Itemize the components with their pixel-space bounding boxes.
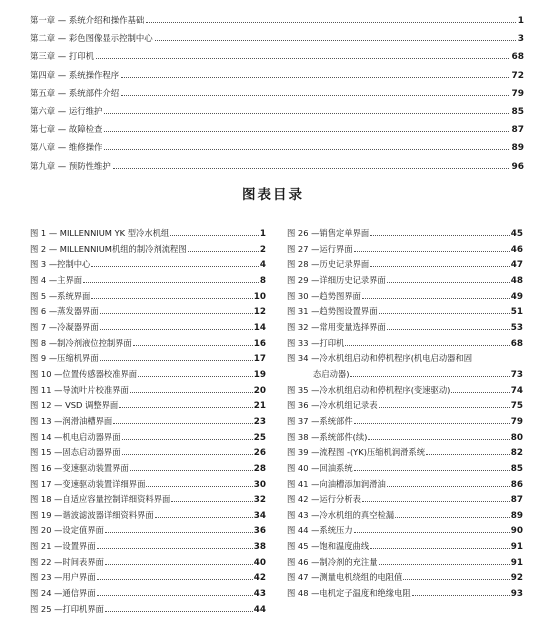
dot-leader bbox=[379, 563, 510, 565]
figure-entry-label: 图 36 —冷水机组记录表 bbox=[287, 400, 378, 411]
dot-leader bbox=[104, 112, 509, 114]
figure-entry-page: 91 bbox=[510, 542, 523, 553]
toc-entry-page: 68 bbox=[511, 52, 524, 63]
figure-entry-label: 图 45 —饱和温度曲线 bbox=[287, 541, 370, 552]
figure-entry-page: 86 bbox=[510, 479, 523, 490]
toc-entry-page: 87 bbox=[511, 125, 524, 136]
figure-entry-label: 图 41 —向油槽添加润滑油 bbox=[287, 478, 386, 489]
figure-entry-page: 21 bbox=[253, 401, 266, 412]
dot-leader bbox=[403, 578, 509, 580]
toc-entry[interactable] bbox=[30, 120, 524, 138]
figure-entry[interactable] bbox=[287, 398, 523, 414]
toc-entry[interactable] bbox=[30, 84, 524, 102]
dot-leader bbox=[379, 406, 510, 408]
dot-leader bbox=[387, 328, 510, 330]
figure-entry[interactable] bbox=[30, 461, 266, 477]
figure-entry[interactable] bbox=[30, 523, 266, 539]
figure-entry-label: 图 34 —冷水机组启动和停机程序(机电启动器和固 bbox=[287, 353, 473, 364]
figure-entry-page: 45 bbox=[510, 229, 523, 239]
dot-leader bbox=[370, 547, 510, 549]
dot-leader bbox=[379, 312, 510, 314]
dot-leader bbox=[113, 167, 510, 169]
figure-entry[interactable] bbox=[30, 367, 266, 383]
figure-entry[interactable] bbox=[30, 226, 266, 242]
figure-entry-label: 图 13 —润滑油槽界面 bbox=[30, 415, 113, 426]
figure-entry-page: 23 bbox=[253, 416, 266, 427]
dot-leader bbox=[130, 469, 253, 471]
figure-entry-label: 图 32 —常用变量选择界面 bbox=[287, 321, 386, 332]
dot-leader bbox=[426, 453, 510, 455]
figure-entry-label: 图 17 —变速驱动装置详细界面 bbox=[30, 478, 146, 489]
figure-entry-label: 图 28 —历史记录界面 bbox=[287, 259, 370, 270]
figure-entry-label: 图 46 —制冷剂的充注量 bbox=[287, 556, 378, 567]
figure-entry-page: 4 bbox=[259, 260, 266, 271]
figure-entry[interactable] bbox=[287, 477, 523, 493]
figures-title: 图表目录 bbox=[242, 187, 304, 203]
figure-entry[interactable] bbox=[287, 430, 523, 446]
figure-entry[interactable] bbox=[30, 570, 266, 586]
figure-entry-page: 93 bbox=[510, 589, 523, 600]
dot-leader bbox=[105, 563, 253, 565]
dot-leader bbox=[121, 94, 509, 96]
figure-entry-label: 图 38 —系统部件(续) bbox=[287, 431, 368, 442]
toc-entry-page: 85 bbox=[511, 106, 524, 117]
toc-entry-page: 1 bbox=[517, 16, 524, 26]
toc-entry[interactable] bbox=[30, 157, 524, 175]
figure-entry[interactable] bbox=[287, 289, 523, 305]
figure-entry-page: 36 bbox=[253, 526, 266, 537]
figure-entry-page: 28 bbox=[253, 463, 266, 474]
figure-entry-page: 14 bbox=[253, 322, 266, 333]
dot-leader bbox=[387, 485, 510, 487]
figure-entry[interactable] bbox=[30, 351, 266, 367]
figure-entry-page: 79 bbox=[510, 416, 523, 427]
dot-leader bbox=[100, 359, 253, 361]
dot-leader bbox=[354, 531, 510, 533]
dot-leader bbox=[370, 234, 510, 236]
figure-entry[interactable] bbox=[30, 289, 266, 305]
dot-leader bbox=[83, 281, 259, 283]
figure-entry[interactable] bbox=[287, 273, 523, 289]
figure-entry[interactable] bbox=[287, 461, 523, 477]
figure-entry-label: 图 8 —制冷剂液位控制界面 bbox=[30, 337, 132, 348]
toc-entry-page: 96 bbox=[511, 161, 524, 172]
figure-entry-page: 12 bbox=[253, 307, 266, 318]
figure-entry-label: 图 7 —冷凝器界面 bbox=[30, 321, 99, 332]
figure-entry[interactable] bbox=[287, 570, 523, 586]
toc-entry-label: 第七章 — 故障检查 bbox=[30, 124, 103, 135]
figure-entry[interactable] bbox=[287, 555, 523, 571]
toc-entry-page: 72 bbox=[511, 70, 524, 81]
dot-leader bbox=[362, 500, 510, 502]
dot-leader bbox=[354, 250, 510, 252]
dot-leader bbox=[138, 375, 253, 377]
dot-leader bbox=[155, 39, 516, 41]
figure-entry-label: 图 39 —流程图 -(YK)压缩机润滑系统 bbox=[287, 447, 426, 458]
figure-entry-page: 74 bbox=[510, 385, 523, 396]
dot-leader bbox=[146, 21, 516, 23]
figure-entry-label: 图 44 —系统压力 bbox=[287, 525, 353, 536]
dot-leader bbox=[146, 485, 252, 487]
figure-entry-page: 80 bbox=[510, 432, 523, 443]
figure-entry-label: 图 40 —回油系统 bbox=[287, 462, 353, 473]
figure-entry[interactable] bbox=[30, 242, 266, 258]
figure-entry-label: 图 11 —导流叶片校准界面 bbox=[30, 384, 129, 395]
figure-entry-label: 图 1 — MILLENNIUM YK 型冷水机组 bbox=[30, 228, 170, 238]
toc-entry-page: 3 bbox=[517, 34, 524, 45]
figure-entry-page: 90 bbox=[510, 526, 523, 537]
figure-entry-label: 图 37 —系统部件 bbox=[287, 415, 353, 426]
figure-entry-page: 68 bbox=[510, 338, 523, 349]
figure-entry-page: 8 bbox=[259, 275, 266, 286]
dot-leader bbox=[354, 422, 510, 424]
figure-entry-page: 48 bbox=[510, 275, 523, 286]
figure-entry-label: 图 18 —自适应容量控制详细资料界面 bbox=[30, 494, 171, 505]
figure-entry-label: 图 19 —谐波滤波器详细资料界面 bbox=[30, 509, 154, 520]
figure-entry[interactable] bbox=[30, 430, 266, 446]
figure-entry-page: 1 bbox=[259, 229, 266, 239]
figure-entry-label: 图 5 —系统界面 bbox=[30, 290, 91, 301]
toc-entry-label: 第三章 — 打印机 bbox=[30, 51, 94, 62]
dot-leader bbox=[171, 500, 252, 502]
dot-leader bbox=[104, 148, 509, 150]
figure-entry[interactable] bbox=[30, 602, 266, 618]
figure-entry-page: 40 bbox=[253, 557, 266, 568]
dot-leader bbox=[122, 453, 253, 455]
figure-entry[interactable] bbox=[30, 539, 266, 555]
figure-entry-label: 图 48 —电机定子温度和绝缘电阻 bbox=[287, 588, 411, 599]
figure-entry-page: 89 bbox=[510, 510, 523, 521]
figure-entry-page: 16 bbox=[253, 338, 266, 349]
toc-entry-label: 第四章 — 系统操作程序 bbox=[30, 69, 120, 80]
figure-entry-page: 49 bbox=[510, 291, 523, 302]
figure-entry[interactable] bbox=[30, 508, 266, 524]
dot-leader bbox=[97, 578, 253, 580]
figure-entry-label: 图 35 —冷水机组启动和停机程序(变速驱动) bbox=[287, 384, 451, 395]
figure-entry[interactable] bbox=[287, 414, 523, 430]
figure-entry[interactable] bbox=[30, 445, 266, 461]
dot-leader bbox=[350, 375, 509, 377]
figure-entry[interactable] bbox=[30, 320, 266, 336]
figure-entry[interactable] bbox=[30, 398, 266, 414]
figure-entry[interactable] bbox=[287, 226, 523, 242]
toc-entry[interactable] bbox=[30, 47, 524, 65]
toc-entry-label: 第五章 — 系统部件介绍 bbox=[30, 87, 120, 98]
figure-entry[interactable] bbox=[287, 539, 523, 555]
figure-entry[interactable] bbox=[287, 320, 523, 336]
figure-entry-label: 图 6 —蒸发器界面 bbox=[30, 306, 99, 317]
figure-entry-label: 图 24 —通信界面 bbox=[30, 588, 96, 599]
figure-entry-page: 44 bbox=[253, 604, 266, 615]
toc-entry[interactable] bbox=[30, 11, 524, 29]
figure-entry-page: 42 bbox=[253, 573, 266, 584]
figure-entry[interactable] bbox=[30, 414, 266, 430]
dot-leader bbox=[91, 297, 252, 299]
figure-entry-label: 图 12 — VSD 调整界面 bbox=[30, 400, 119, 411]
figure-entry[interactable] bbox=[287, 257, 523, 273]
figure-entry-page: 82 bbox=[510, 448, 523, 459]
figure-entry-page: 73 bbox=[510, 369, 523, 380]
dot-leader bbox=[170, 234, 259, 236]
figure-entry-page: 51 bbox=[510, 307, 523, 318]
figure-entry-label: 图 30 —趋势图界面 bbox=[287, 290, 361, 301]
dot-leader bbox=[362, 297, 510, 299]
figure-entry-page: 75 bbox=[510, 401, 523, 412]
dot-leader bbox=[133, 344, 253, 346]
dot-leader bbox=[105, 531, 253, 533]
dot-leader bbox=[188, 250, 259, 252]
figures-right-column bbox=[287, 226, 523, 602]
figure-entry-label: 图 29 —详细历史记录界面 bbox=[287, 274, 386, 285]
figure-entry-page: 25 bbox=[253, 432, 266, 443]
figure-entry[interactable] bbox=[30, 273, 266, 289]
figure-entry-label: 图 26 —销售定单界面 bbox=[287, 228, 370, 238]
figure-entry[interactable] bbox=[30, 586, 266, 602]
figure-entry-page: 91 bbox=[510, 557, 523, 568]
figure-entry-page: 20 bbox=[253, 385, 266, 396]
figure-entry-label: 图 21 —设置界面 bbox=[30, 541, 96, 552]
toc-entry-label: 第九章 — 预防性维护 bbox=[30, 160, 111, 171]
figure-entry-label-cont: 态启动器) bbox=[313, 368, 350, 379]
figure-entry-page: 46 bbox=[510, 244, 523, 255]
figure-entry-page: 92 bbox=[510, 573, 523, 584]
figure-entry-label: 图 2 — MILLENNIUM机组的制冷剂流程图 bbox=[30, 243, 187, 254]
dot-leader bbox=[113, 422, 253, 424]
figure-entry-label: 图 10 —位置传感器校准界面 bbox=[30, 368, 138, 379]
figure-entry[interactable] bbox=[287, 242, 523, 258]
figure-entry-label: 图 22 —时间表界面 bbox=[30, 556, 104, 567]
dot-leader bbox=[119, 406, 253, 408]
figure-entry-page: 32 bbox=[253, 495, 266, 506]
figure-entry[interactable] bbox=[287, 336, 523, 352]
figure-entry-page: 17 bbox=[253, 354, 266, 365]
dot-leader bbox=[395, 516, 510, 518]
toc-entry-label: 第二章 — 彩色图像显示控制中心 bbox=[30, 33, 153, 44]
dot-leader bbox=[451, 391, 509, 393]
figure-entry-page: 2 bbox=[259, 244, 266, 255]
figure-entry-label: 图 33 —打印机 bbox=[287, 337, 345, 348]
dot-leader bbox=[345, 344, 509, 346]
figure-entry-label: 图 47 —测量电机绕组的电阻值 bbox=[287, 572, 403, 583]
figure-entry-label: 图 14 —机电启动器界面 bbox=[30, 431, 121, 442]
figure-entry[interactable] bbox=[30, 492, 266, 508]
figure-entry-continuation[interactable] bbox=[287, 367, 523, 383]
figure-entry-page: 34 bbox=[253, 510, 266, 521]
figure-entry[interactable] bbox=[287, 492, 523, 508]
dot-leader bbox=[155, 516, 253, 518]
figure-entry-page: 47 bbox=[510, 260, 523, 271]
figure-entry-label: 图 9 —压缩机界面 bbox=[30, 353, 99, 364]
figure-entry-label: 图 31 —趋势图设置界面 bbox=[287, 306, 378, 317]
toc-entry[interactable] bbox=[30, 102, 524, 120]
figure-entry[interactable] bbox=[287, 508, 523, 524]
figure-entry[interactable] bbox=[30, 257, 266, 273]
figure-entry[interactable] bbox=[30, 304, 266, 320]
figure-entry-label: 图 42 —运行分析表 bbox=[287, 494, 361, 505]
figures-left-column bbox=[30, 226, 266, 617]
dot-leader bbox=[100, 312, 253, 314]
dot-leader bbox=[130, 391, 253, 393]
dot-leader bbox=[105, 610, 253, 612]
figure-entry-label: 图 27 —运行界面 bbox=[287, 243, 353, 254]
figure-entry-page: 43 bbox=[253, 589, 266, 600]
dot-leader bbox=[370, 265, 510, 267]
figure-entry[interactable] bbox=[287, 351, 523, 367]
figure-entry[interactable] bbox=[287, 586, 523, 602]
figure-entry-label: 图 3 —控制中心 bbox=[30, 259, 91, 270]
figure-entry-page: 30 bbox=[253, 479, 266, 490]
dot-leader bbox=[97, 594, 253, 596]
figure-entry-page: 87 bbox=[510, 495, 523, 506]
dot-leader bbox=[122, 438, 253, 440]
figure-entry[interactable] bbox=[287, 523, 523, 539]
figure-entry[interactable] bbox=[287, 445, 523, 461]
toc-entry-label: 第八章 — 维修操作 bbox=[30, 142, 103, 153]
figure-entry-label: 图 16 —变速驱动装置界面 bbox=[30, 462, 129, 473]
toc-entry-page: 79 bbox=[511, 88, 524, 99]
dot-leader bbox=[368, 438, 509, 440]
dot-leader bbox=[104, 130, 509, 132]
figure-entry-page: 53 bbox=[510, 322, 523, 333]
figure-entry[interactable] bbox=[287, 383, 523, 399]
figure-entry-page: 26 bbox=[253, 448, 266, 459]
figure-entry-page: 85 bbox=[510, 463, 523, 474]
toc-entry-label: 第一章 — 系统介绍和操作基础 bbox=[30, 15, 145, 25]
figure-entry-label: 图 4 —主界面 bbox=[30, 274, 83, 285]
figure-entry-page: 19 bbox=[253, 369, 266, 380]
figure-entry[interactable] bbox=[30, 477, 266, 493]
dot-leader bbox=[97, 547, 253, 549]
figure-entry-label: 图 25 —打印机界面 bbox=[30, 603, 104, 614]
toc-entry-page: 89 bbox=[511, 143, 524, 154]
figure-entry-label: 图 20 —设定值界面 bbox=[30, 525, 104, 536]
toc-entry[interactable] bbox=[30, 66, 524, 84]
dot-leader bbox=[387, 281, 510, 283]
figure-entry-page: 38 bbox=[253, 542, 266, 553]
figure-entry[interactable] bbox=[287, 304, 523, 320]
dot-leader bbox=[412, 594, 510, 596]
dot-leader bbox=[96, 57, 510, 59]
dot-leader bbox=[121, 76, 509, 78]
dot-leader bbox=[354, 469, 510, 471]
toc-entry[interactable] bbox=[30, 29, 524, 47]
figure-entry-label: 图 43 —冷水机组的真空检漏 bbox=[287, 509, 395, 520]
chapter-toc bbox=[30, 11, 524, 175]
dot-leader bbox=[91, 265, 259, 267]
toc-entry[interactable] bbox=[30, 138, 524, 156]
figure-entry[interactable] bbox=[30, 383, 266, 399]
toc-entry-label: 第六章 — 运行维护 bbox=[30, 105, 103, 116]
figure-entry-label: 图 15 —固态启动器界面 bbox=[30, 447, 121, 458]
figure-entry[interactable] bbox=[30, 336, 266, 352]
dot-leader bbox=[100, 328, 253, 330]
figure-entry[interactable] bbox=[30, 555, 266, 571]
figure-entry-page: 10 bbox=[253, 291, 266, 302]
figure-entry-label: 图 23 —用户界面 bbox=[30, 572, 96, 583]
